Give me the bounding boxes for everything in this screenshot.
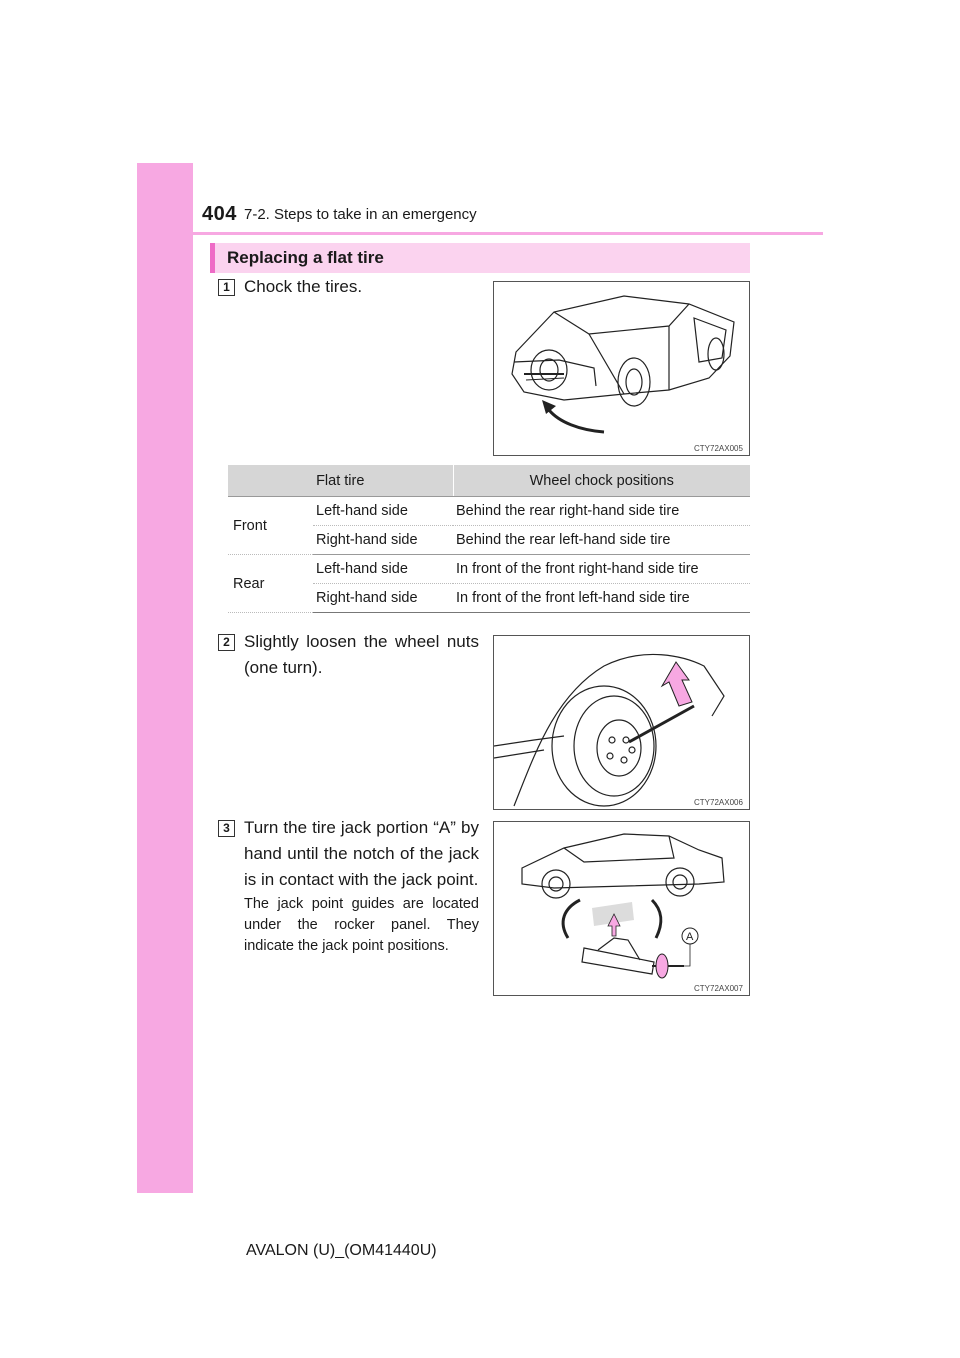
wheel-wrench-illustration	[494, 636, 749, 809]
table-cell-side: Left-hand side	[313, 555, 453, 584]
chapter-title: 7-2. Steps to take in an emergency	[244, 206, 477, 223]
step-3-text: Turn the tire jack portion “A” by hand until the notch of the jack is in contact with the jack point.	[244, 818, 479, 889]
page-number: 404	[202, 203, 237, 225]
table-cell-position: Behind the rear right-hand side tire	[453, 497, 750, 526]
table-group-rear: Rear	[228, 555, 313, 613]
step-1-number: 1	[218, 279, 235, 296]
fig3-label-a: A	[686, 931, 694, 943]
table-header-row	[228, 465, 750, 497]
figure-loosen-nuts	[493, 635, 750, 810]
fig1-code: CTY72AX005	[694, 444, 743, 453]
figure-jack-point	[493, 821, 750, 996]
chapter-sidebar	[137, 163, 193, 1193]
table-header-flat-tire: Flat tire	[228, 465, 453, 497]
header-rule	[193, 232, 823, 235]
step-2-text: Slightly loosen the wheel nuts (one turn).	[244, 632, 479, 677]
step-3-note: The jack point guides are located under the rocker panel. They indicate the jack point positions.	[244, 896, 479, 954]
step-1-text: Chock the tires.	[244, 277, 363, 296]
car-jack-illustration	[494, 822, 749, 995]
table-cell-side: Right-hand side	[313, 526, 453, 555]
table-cell-side: Left-hand side	[313, 497, 453, 526]
table-header-chock-positions: Wheel chock positions	[453, 465, 750, 497]
section-title: Replacing a flat tire	[210, 243, 750, 273]
step-3-number: 3	[218, 820, 235, 837]
figure-chock-tires	[493, 281, 750, 456]
table-cell-position: Behind the rear left-hand side tire	[453, 526, 750, 555]
fig3-code: CTY72AX007	[694, 984, 743, 993]
table-cell-position: In front of the front right-hand side tire	[453, 555, 750, 584]
table-group-front: Front	[228, 497, 313, 555]
table-row	[228, 497, 750, 526]
fig2-code: CTY72AX006	[694, 798, 743, 807]
table-cell-side: Right-hand side	[313, 584, 453, 613]
wheel-chock-table	[228, 465, 750, 613]
table-cell-position: In front of the front left-hand side tire	[453, 584, 750, 613]
table-row	[228, 555, 750, 584]
car-front-illustration	[494, 282, 749, 455]
step-2-number: 2	[218, 634, 235, 651]
footer-model: AVALON (U)_(OM41440U)	[246, 1242, 437, 1259]
